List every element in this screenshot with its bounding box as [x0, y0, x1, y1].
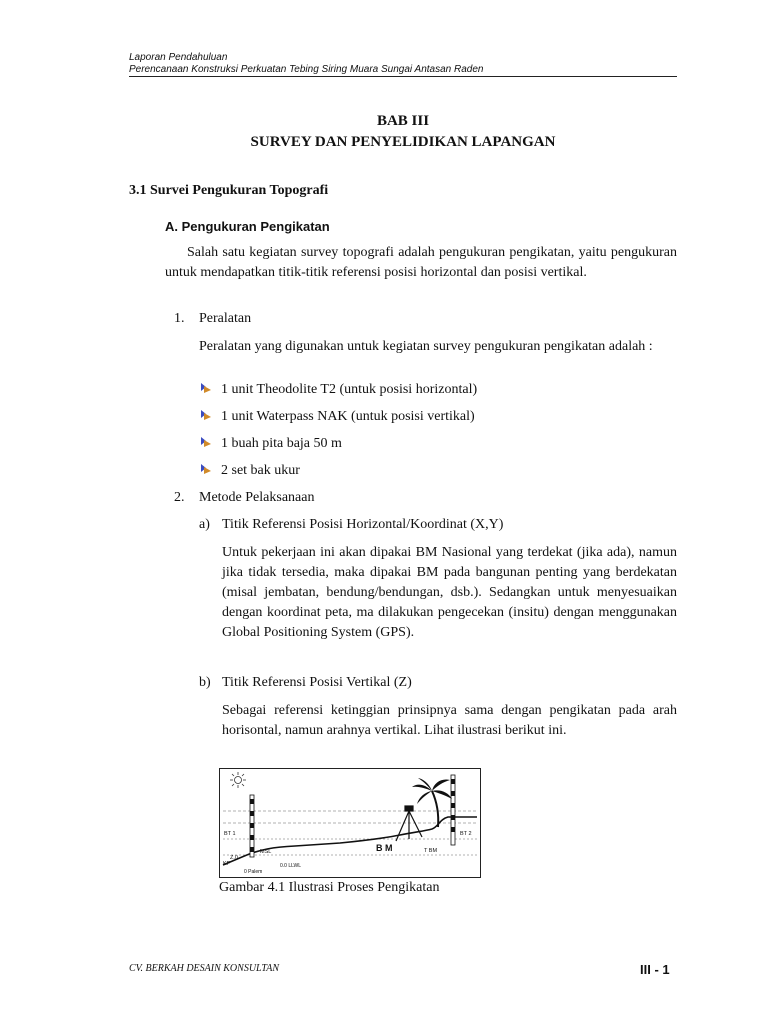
arrow-bullet-icon [199, 463, 213, 475]
arrow-bullet-icon [199, 409, 213, 421]
intro-paragraph: Salah satu kegiatan survey topografi adalah pengukuran pengikatan, yaitu pengukuran untuk mendapatkan titik-titik referensi posisi horizontal dan posisi vertikal. [165, 245, 677, 280]
item-1-text: Peralatan yang digunakan untuk kegiatan survey pengukuran pengikatan adalah : [199, 339, 653, 354]
item-2-number: 2. [174, 490, 185, 505]
illustration-figure [219, 768, 481, 878]
item-1-label: Peralatan [199, 311, 252, 326]
staff-rod-left [250, 795, 254, 857]
arrow-bullet-icon [199, 436, 213, 448]
label-msl: MSL [260, 849, 272, 855]
staff-rod-right [451, 775, 455, 845]
list-item [199, 436, 342, 456]
label-palem: 0 Palem [244, 869, 263, 875]
label-bm: B M [376, 843, 393, 853]
label-zp: Z.0 [230, 855, 238, 861]
label-llwl: 0.0 LLWL [280, 863, 302, 869]
label-bt1: BT 1 [224, 831, 236, 837]
figure-caption: Gambar 4.1 Ilustrasi Proses Pengikatan [219, 880, 440, 895]
label-tbm: T BM [424, 848, 438, 854]
list-item [199, 463, 300, 483]
item-2a-number: a) [199, 517, 210, 532]
bullet-text: 1 unit Waterpass NAK (untuk posisi vertikal) [221, 409, 475, 424]
label-bt2: BT 2 [460, 831, 472, 837]
item-2b-text: Sebagai referensi ketinggian prinsipnya sama dengan pengikatan pada arah horisontal, namun arahnya vertikal. Lihat ilustrasi berikut ini. [222, 703, 677, 738]
header-line-1: Laporan Pendahuluan [129, 52, 228, 63]
footer-company: CV. BERKAH DESAIN KONSULTAN [129, 963, 279, 974]
list-item [199, 382, 477, 402]
item-2b-number: b) [199, 675, 211, 690]
subsection-heading: A. Pengukuran Pengikatan [165, 219, 330, 234]
chapter-title: SURVEY DAN PENYELIDIKAN LAPANGAN [250, 134, 556, 150]
chapter-number: BAB III [376, 113, 430, 129]
bullet-text: 1 unit Theodolite T2 (untuk posisi horizontal) [221, 382, 478, 397]
survey-illustration [220, 769, 480, 877]
label-kp: KP [223, 861, 231, 867]
page-number: III - 1 [640, 962, 670, 977]
bullet-text: 2 set bak ukur [221, 463, 300, 478]
item-1-number: 1. [174, 311, 185, 326]
palm-tree-icon [412, 778, 452, 827]
bullet-text: 1 buah pita baja 50 m [221, 436, 342, 451]
item-2b-label: Titik Referensi Posisi Vertikal (Z) [222, 675, 412, 690]
arrow-bullet-icon [199, 382, 213, 394]
item-2-label: Metode Pelaksanaan [199, 490, 315, 505]
header-rule [129, 76, 677, 77]
list-item [199, 409, 475, 429]
section-heading: 3.1 Survei Pengukuran Topografi [129, 183, 329, 198]
item-2a-label: Titik Referensi Posisi Horizontal/Koordinat (X,Y) [222, 517, 504, 532]
item-2a-text: Untuk pekerjaan ini akan dipakai BM Nasional yang terdekat (jika ada), namun jika tidak tersedia, maka dipakai BM pada bangunan penting yang berdekatan (misal jembatan, bendung/bendungan, dsb.). Sedangkan untuk menyesuaikan dengan koordinat peta, ma dilakukan pengecekan (insitu) dengan menggunakan Global Positioning System (GPS). [222, 545, 677, 640]
sun-icon [230, 772, 246, 788]
header-line-2: Perencanaan Konstruksi Perkuatan Tebing Siring Muara Sungai Antasan Raden [129, 64, 484, 75]
